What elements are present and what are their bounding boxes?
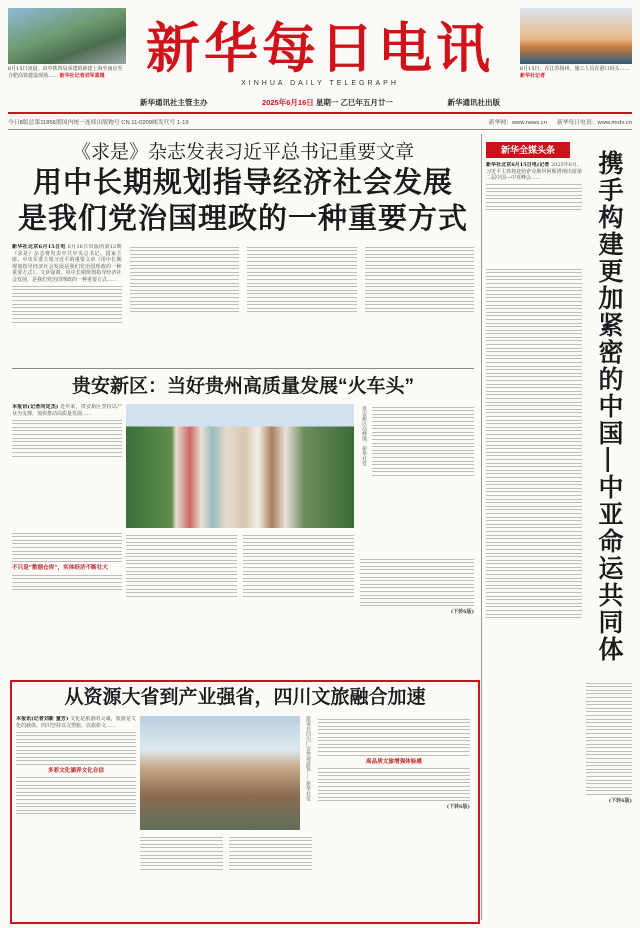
info-bar — [8, 116, 632, 127]
total-issue: 总第11856期 — [28, 120, 62, 126]
xinhuanet-link[interactable]: 新华网：www.news.cn — [488, 120, 547, 126]
masthead-left-caption — [8, 66, 126, 80]
lead-col-2 — [130, 244, 240, 364]
lunar-text: 乙巳年五月廿一 — [340, 98, 393, 107]
sidebar-continued: (下转6版) — [608, 797, 632, 804]
lead-col-1 — [12, 244, 122, 364]
issue-date — [262, 97, 393, 109]
right-caption-text: 6月15日，在江苏扬州，施工人员在港口码头…… — [520, 66, 630, 72]
guian-photo-caption: 贵安新区高峰镇。新华社发 — [361, 406, 367, 466]
lead-body — [12, 244, 474, 364]
guian-lower-mid — [126, 532, 354, 670]
guian-body-text: 近年来，贵安新区坚持以产业为支撑，加快推动高质量发展…… — [12, 404, 122, 417]
masthead-photo-left — [8, 8, 126, 64]
sichuan-right-col — [318, 716, 470, 914]
guian-right-col — [372, 404, 474, 554]
info-rule — [8, 129, 632, 130]
masthead-title: 新华每日电讯 — [146, 16, 494, 80]
lead-col-3 — [247, 244, 357, 364]
lead-title-2: 是我们党治国理政的一种重要方式 — [17, 203, 468, 235]
sichuan-dateline: 本报讯(记者刘新 童芳) — [16, 716, 69, 722]
lead-dateline: 新华社北京6月15日电 — [12, 244, 66, 250]
sidebar-headline: 携手构建更加紧密的中国—中亚命运共同体 — [595, 150, 623, 663]
cn-number: 国内统一连续出版物号 CN 11-0209 — [61, 120, 153, 126]
lead-rule — [12, 368, 474, 369]
sichuan-photo — [140, 716, 300, 830]
guian-continued: (下转6版) — [450, 608, 474, 615]
sidebar-tag — [486, 142, 570, 158]
sichuan-left-col — [16, 716, 136, 914]
masthead-right-caption — [520, 66, 632, 80]
publisher-label: 新华通讯社出版 — [447, 98, 500, 107]
lead-col-4 — [365, 244, 475, 364]
sichuan-subhead-1: 多彩文化涵养文化自信 — [48, 767, 104, 774]
masthead-dateline — [140, 97, 500, 109]
sidebar-body-wide — [586, 680, 632, 910]
sichuan-title: 从资源大省到产业强省，四川文旅融合加速 — [64, 687, 426, 708]
sponsor-label: 新华通讯社主管主办 — [140, 98, 208, 107]
date-text: 2025年6月16日 — [262, 98, 314, 107]
left-caption-credit: 新华社记者刘军喜摄 — [59, 73, 105, 79]
lead-body-text: 6月16日出版的第12期《求是》杂志将发表中共中央总书记、国家主席、中央军委主席习近平的重要文章《用中长期规划指导经济社会发展是我们党治国理政的一种重要方式》。文章强调，用中长期规划指导经济社会发展，是我们党治国理政的一种重要方式…… — [12, 244, 122, 283]
sidebar-dateline: 新华社北京6月15日电(记者 — [486, 162, 550, 168]
guian-lower-right — [360, 556, 474, 670]
guian-photo — [126, 404, 354, 528]
mrdx-link[interactable]: 新华每日电讯：www.mrdx.cn — [556, 120, 632, 126]
right-caption-credit: 新华社记者 — [520, 73, 546, 79]
postal-code: 邮发代号 1-19 — [152, 120, 189, 126]
sichuan-continued: (下转6版) — [446, 803, 470, 810]
guian-subhead: 不只是“数据仓库”，实体经济不断壮大 — [12, 565, 108, 572]
masthead-rule — [8, 112, 632, 114]
weekday-text: 星期一 — [315, 98, 339, 107]
guian-title: 贵安新区：当好贵州高质量发展“火车头” — [71, 376, 414, 397]
sichuan-subhead-2: 高品质文旅增强体验感 — [366, 758, 422, 765]
sichuan-photo-caption: 游客在四川广安参观游览……新华社发 — [305, 716, 311, 801]
guian-left-col — [12, 404, 122, 529]
sidebar-divider — [481, 134, 482, 920]
sichuan-lower-mid — [140, 834, 312, 914]
sidebar-tag-text: 新华全媒头条 — [500, 145, 555, 155]
lead-pre-title: 《求是》杂志发表习近平总书记重要文章 — [71, 141, 414, 163]
masthead-photo-right — [520, 8, 632, 64]
masthead-title-en: XINHUA DAILY TELEGRAPH — [241, 80, 399, 87]
sichuan-body-text: 文化是旅游的灵魂，旅游是文化的载体。四川坚持以文塑旅、以旅彰文…… — [16, 716, 136, 729]
lead-title-1: 用中长期规划指导经济社会发展 — [32, 167, 453, 199]
issue-count: 今日8版 — [8, 120, 29, 126]
guian-dateline: 本报讯(记者向定杰) — [12, 404, 59, 410]
guian-lower-left — [12, 530, 122, 670]
sidebar-body-cols — [486, 266, 582, 906]
left-caption-text: 6月15日凌晨，由中铁四局承建的新建上海至南京至合肥高铁建设现场…… — [8, 66, 123, 79]
sidebar-body-text: 2025年6月，习近平主席将赴哈萨克斯坦阿斯塔纳出席第二届中国—中亚峰会…… — [486, 162, 582, 181]
sidebar-body-top — [486, 162, 582, 262]
